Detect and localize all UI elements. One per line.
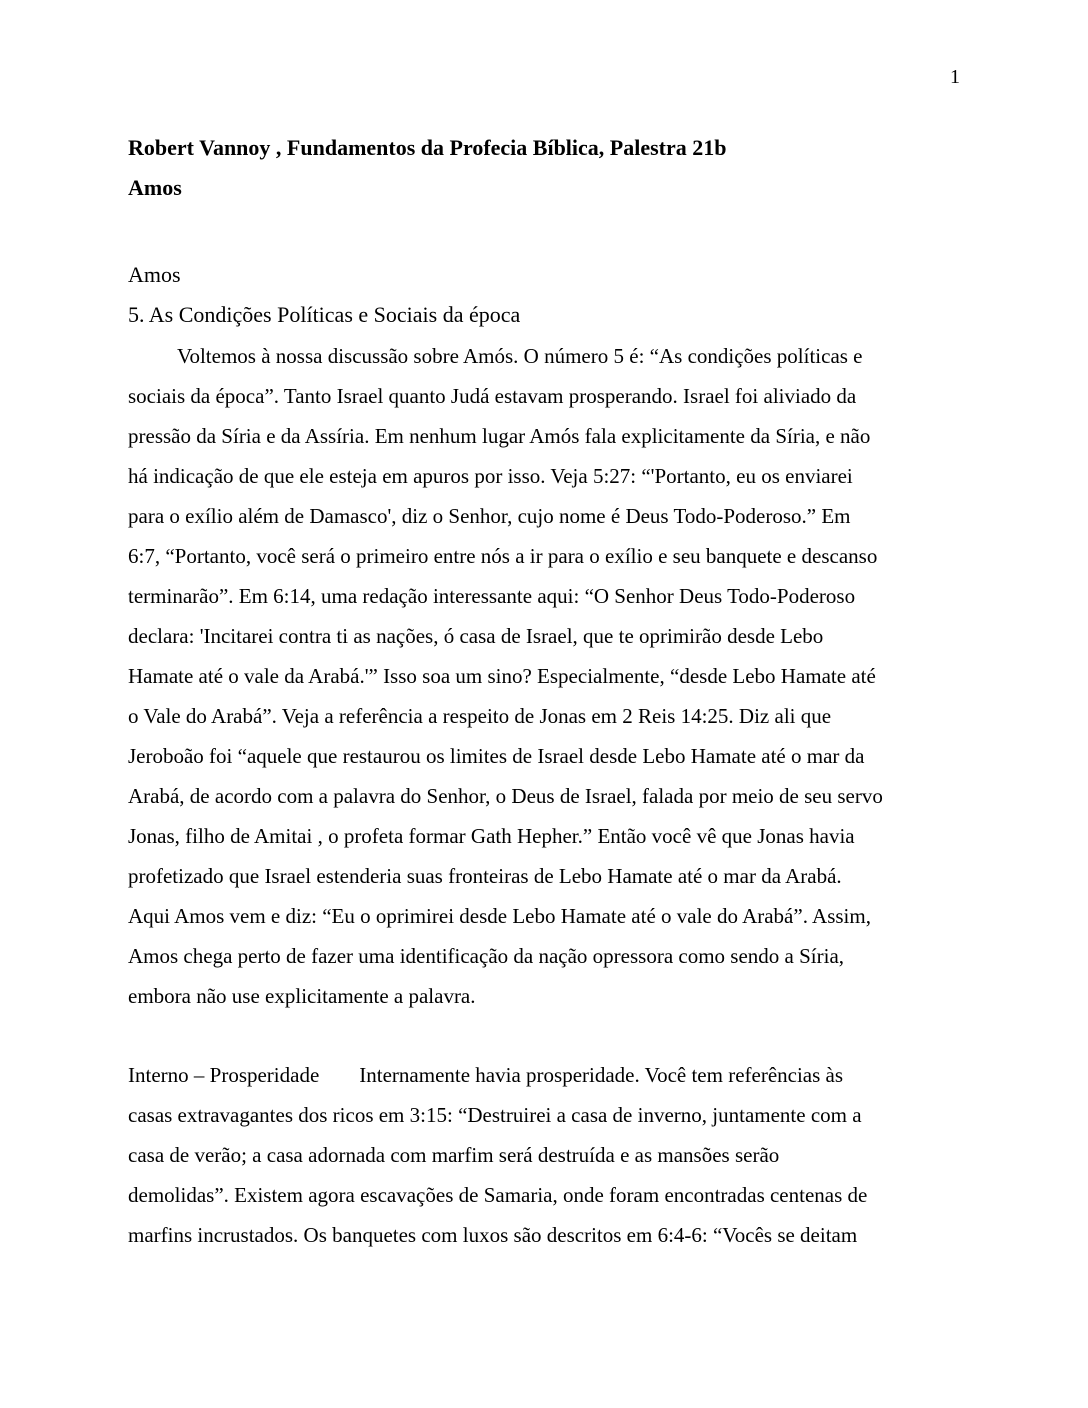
paragraph-line: declara: 'Incitarei contra ti as nações, ó casa de Israel, que te oprimirão desde Lebo [128, 624, 824, 648]
document-title: Robert Vannoy , Fundamentos da Profecia Bíblica, Palestra 21b [128, 135, 727, 160]
paragraph-line: terminarão”. Em 6:14, uma redação interessante aqui: “O Senhor Deus Todo-Poderoso [128, 584, 856, 608]
paragraph-line: embora não use explicitamente a palavra. [128, 984, 476, 1008]
page-number: 1 [950, 66, 960, 88]
paragraph-line: Jonas, filho de Amitai , o profeta formar Gath Hepher.” Então você vê que Jonas havia [128, 824, 855, 848]
paragraph-line: Voltemos à nossa discussão sobre Amós. O número 5 é: “As condições políticas e [177, 344, 863, 368]
paragraph-line: Hamate até o vale da Arabá.'” Isso soa um sino? Especialmente, “desde Lebo Hamate até [128, 664, 876, 688]
paragraph-line: sociais da época”. Tanto Israel quanto Judá estavam prosperando. Israel foi aliviado da [128, 384, 857, 408]
paragraph-political-conditions [128, 336, 968, 1016]
paragraph-line: há indicação de que ele esteja em apuros por isso. Veja 5:27: “'Portanto, eu os enviarei [128, 464, 853, 488]
section-heading: 5. As Condições Políticas e Sociais da época [128, 302, 521, 327]
paragraph-line: 6:7, “Portanto, você será o primeiro entre nós a ir para o exílio e seu banquete e descanso [128, 544, 878, 568]
paragraph-line: casas extravagantes dos ricos em 3:15: “Destruirei a casa de inverno, juntamente com a [128, 1103, 862, 1127]
section-label: Amos [128, 262, 181, 287]
paragraph-line: Jeroboão foi “aquele que restaurou os limites de Israel desde Lebo Hamate até o mar da [128, 744, 865, 768]
paragraph-line: Amos chega perto de fazer uma identificação da nação opressora como sendo a Síria, [128, 944, 845, 968]
paragraph-line: casa de verão; a casa adornada com marfim será destruída e as mansões serão [128, 1143, 780, 1167]
paragraph-line: marfins incrustados. Os banquetes com luxos são descritos em 6:4-6: “Vocês se deitam [128, 1223, 858, 1247]
paragraph-line: profetizado que Israel estenderia suas fronteiras de Lebo Hamate até o mar da Arabá. [128, 864, 842, 888]
paragraph-line: demolidas”. Existem agora escavações de Samaria, onde foram encontradas centenas de [128, 1183, 868, 1207]
paragraph-line: pressão da Síria e da Assíria. Em nenhum lugar Amós fala explicitamente da Síria, e não [128, 424, 871, 448]
paragraph-line: Arabá, de acordo com a palavra do Senhor, o Deus de Israel, falada por meio de seu servo [128, 784, 883, 808]
paragraph-line: Aqui Amos vem e diz: “Eu o oprimirei desde Lebo Hamate até o vale do Arabá”. Assim, [128, 904, 871, 928]
paragraph-internal-prosperity [128, 1055, 968, 1255]
paragraph-line: para o exílio além de Damasco', diz o Senhor, cujo nome é Deus Todo-Poderoso.” Em [128, 504, 851, 528]
paragraph-first-line [128, 1055, 968, 1095]
paragraph-line: Internamente havia prosperidade. Você tem referências às [359, 1063, 844, 1087]
paragraph-line: o Vale do Arabá”. Veja a referência a respeito de Jonas em 2 Reis 14:25. Diz ali que [128, 704, 832, 728]
document-subtitle: Amos [128, 175, 182, 200]
inline-heading: Interno – Prosperidade [128, 1063, 320, 1087]
